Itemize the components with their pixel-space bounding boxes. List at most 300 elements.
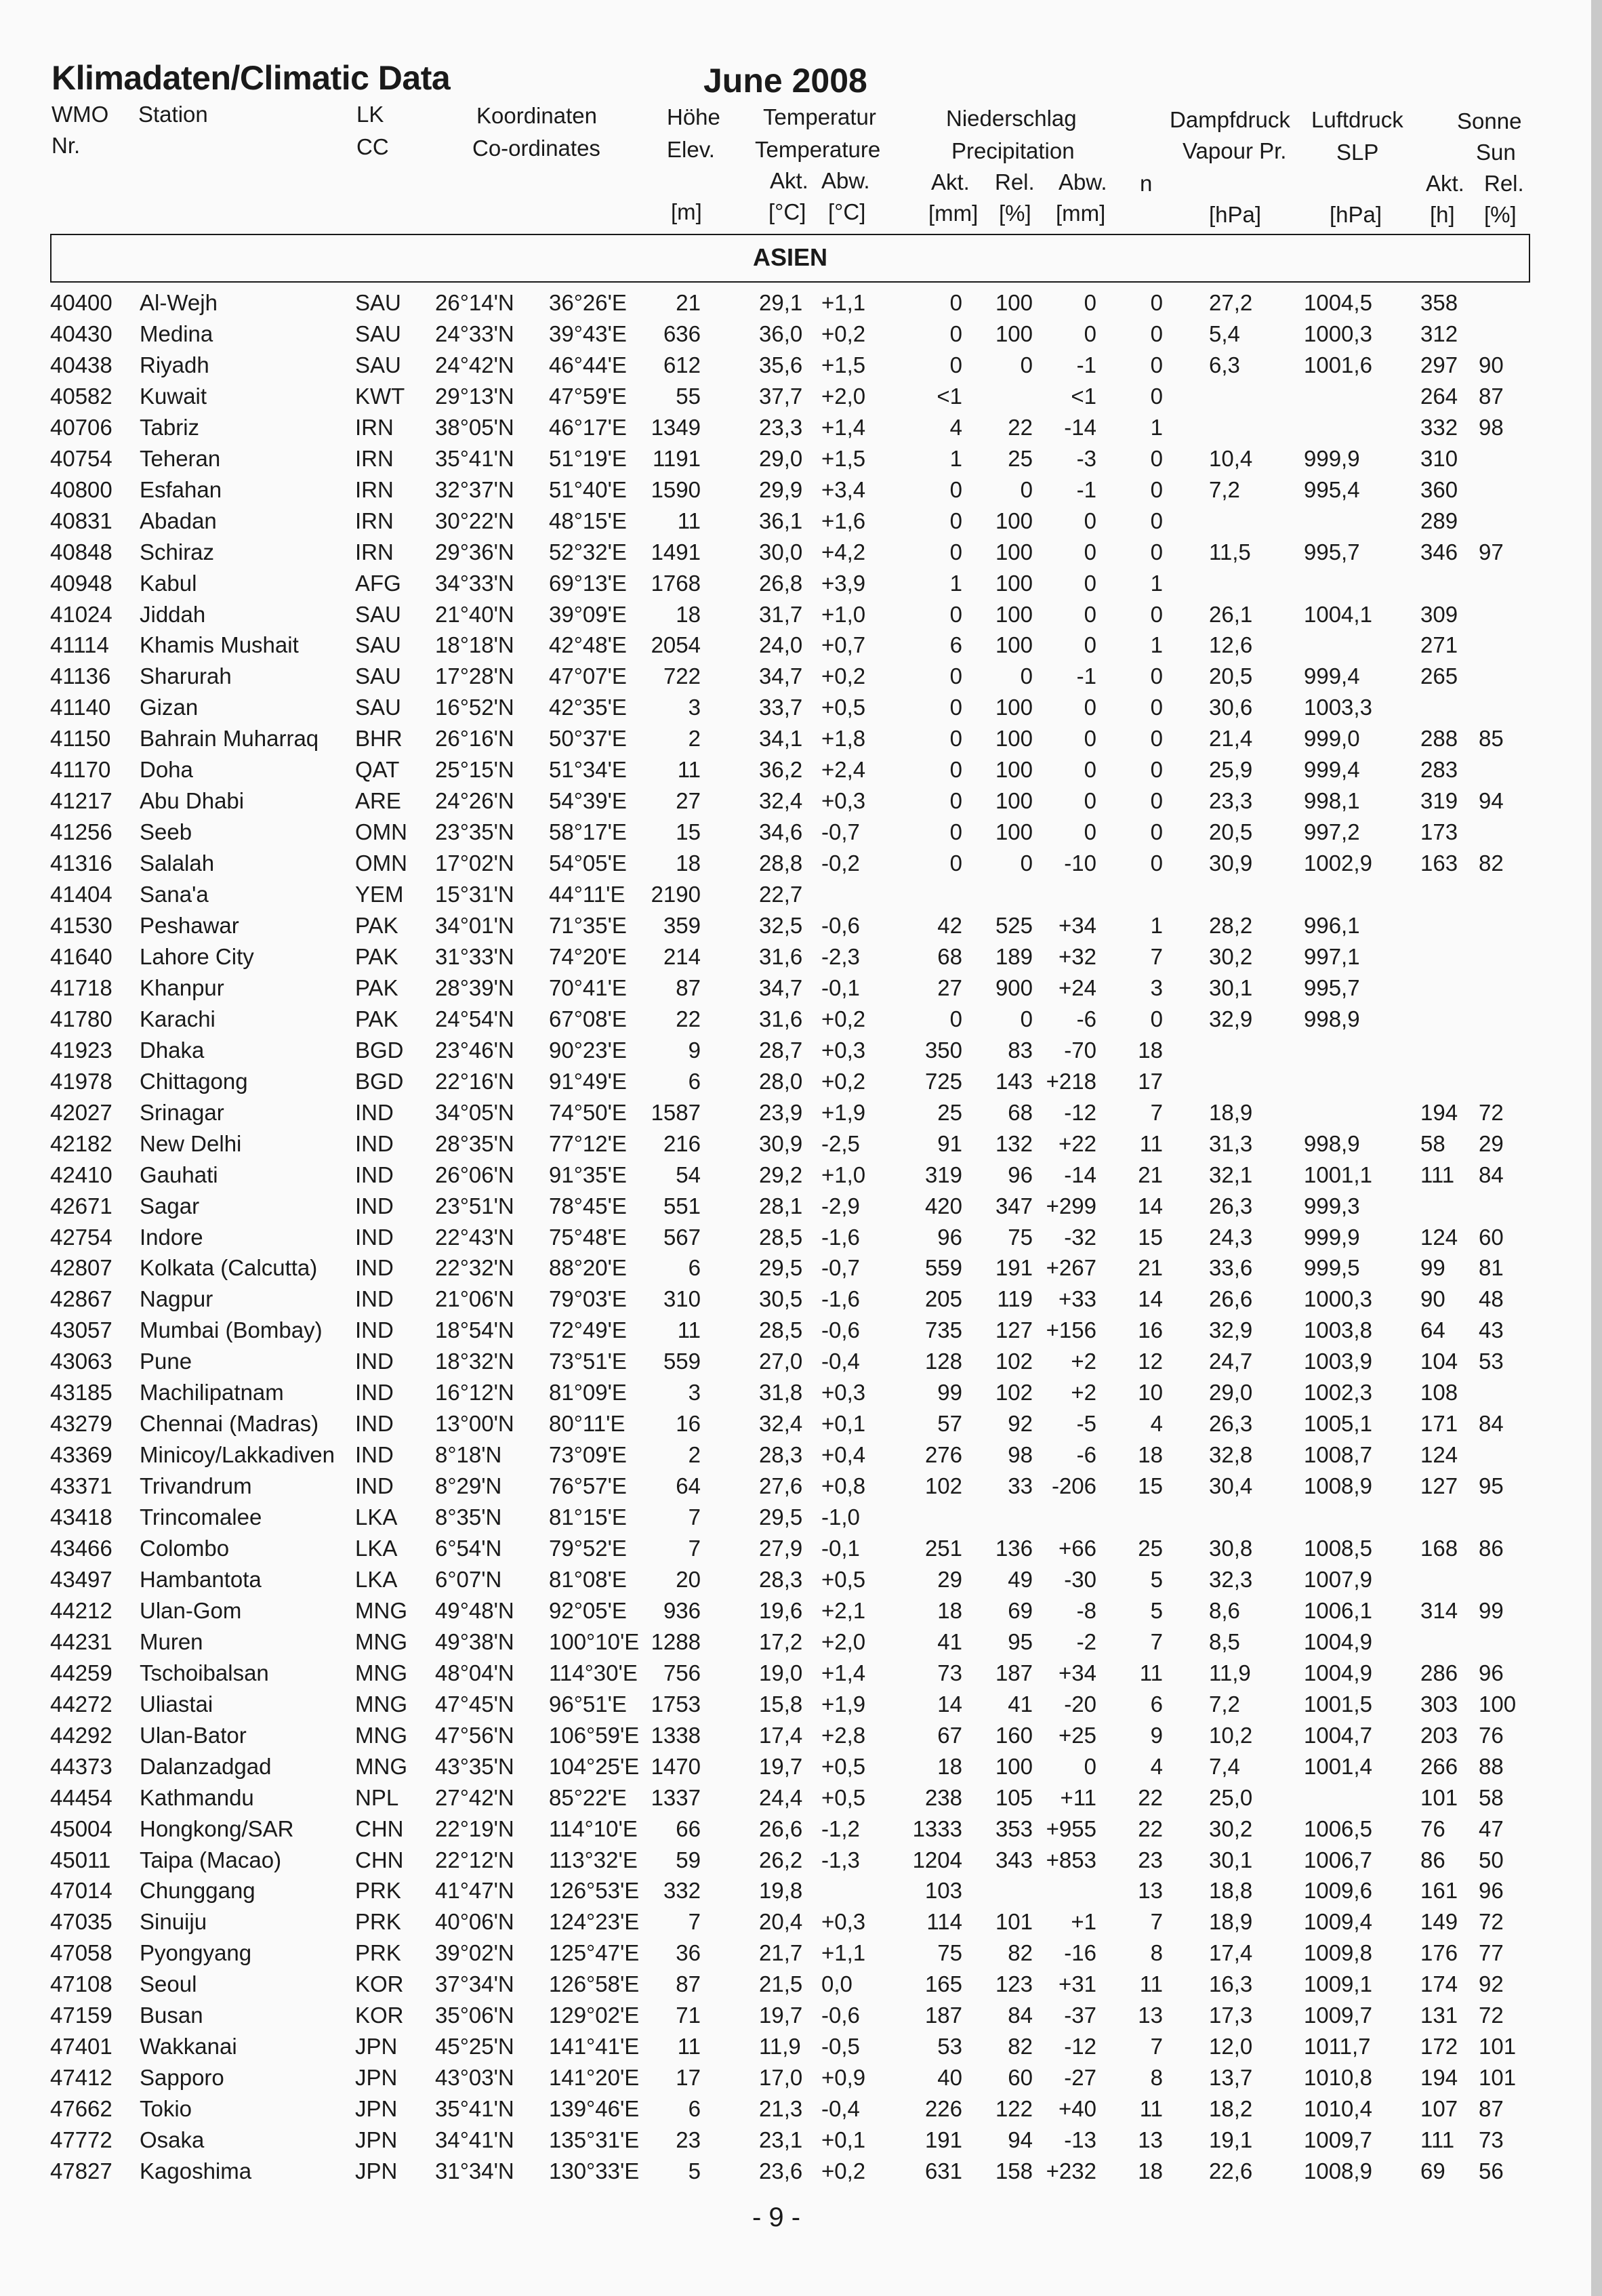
cell-wmo: 40582 — [50, 383, 112, 409]
cell-sun_rel: 47 — [1479, 1816, 1504, 1841]
cell-lat: 21°40'N — [435, 601, 514, 627]
cell-prec_dev: -16 — [1064, 1940, 1096, 1966]
cell-station: Pyongyang — [140, 1940, 252, 1966]
cell-sun_rel: 90 — [1479, 352, 1504, 377]
cell-slp: 1007,9 — [1304, 1566, 1372, 1592]
cell-sun_rel: 77 — [1479, 1940, 1504, 1966]
cell-prec: 14 — [937, 1691, 962, 1717]
cell-prec_rel: 105 — [995, 1784, 1033, 1810]
cell-lon: 46°44'E — [549, 352, 627, 377]
cell-prec_dev: -6 — [1076, 1442, 1096, 1468]
cell-station: Esfahan — [140, 476, 222, 502]
cell-lk: LKA — [355, 1536, 398, 1561]
cell-lon: 104°25'E — [549, 1753, 640, 1779]
cell-sun: 303 — [1420, 1691, 1458, 1717]
cell-sun: 289 — [1420, 508, 1458, 533]
cell-temp: 29,5 — [759, 1255, 803, 1281]
cell-slp: 1005,1 — [1304, 1411, 1372, 1437]
section-title: ASIEN — [752, 243, 828, 271]
cell-wmo: 41140 — [50, 695, 111, 720]
cell-elev: 7 — [688, 1504, 701, 1530]
cell-prec: 0 — [949, 819, 962, 845]
table-row — [0, 882, 1591, 913]
cell-prec: 6 — [949, 632, 962, 658]
col-temp-label: Temperatur — [763, 104, 876, 129]
cell-prec_rel: 127 — [995, 1317, 1033, 1343]
cell-elev: 936 — [663, 1597, 701, 1623]
document-month: June 2008 — [703, 62, 867, 100]
cell-temp: 28,3 — [759, 1566, 803, 1592]
cell-prec: 251 — [924, 1536, 962, 1561]
cell-elev: 756 — [663, 1660, 701, 1685]
cell-temp: 21,5 — [759, 1971, 803, 1997]
cell-station: Khanpur — [140, 975, 224, 1000]
table-row — [0, 2065, 1591, 2096]
col-vap-unit: [hPa] — [1209, 202, 1262, 227]
cell-rain_days: 0 — [1150, 663, 1163, 689]
cell-lon: 74°20'E — [549, 943, 627, 969]
section-header-box — [50, 234, 1530, 283]
cell-prec_dev: +25 — [1059, 1722, 1096, 1748]
cell-vap: 11,5 — [1209, 539, 1251, 565]
table-row — [0, 1286, 1591, 1317]
cell-prec_dev: +267 — [1046, 1255, 1096, 1281]
cell-temp: 19,7 — [759, 1753, 803, 1779]
cell-lk: SAU — [355, 321, 401, 346]
cell-elev: 55 — [676, 383, 701, 409]
cell-prec_rel: 0 — [1020, 476, 1033, 502]
cell-station: Trivandrum — [140, 1473, 252, 1499]
cell-temp_dev: +1,0 — [821, 1162, 866, 1187]
table-row — [0, 352, 1591, 384]
cell-slp: 1009,8 — [1304, 1940, 1372, 1966]
col-temp-akt: Akt. — [770, 168, 808, 193]
cell-sun_rel: 43 — [1479, 1317, 1504, 1343]
cell-sun_rel: 72 — [1479, 1909, 1504, 1935]
cell-temp: 37,7 — [759, 383, 803, 409]
cell-sun_rel: 100 — [1479, 1691, 1517, 1717]
cell-station: Gauhati — [140, 1162, 218, 1187]
cell-wmo: 47827 — [50, 2158, 112, 2184]
cell-station: Wakkanai — [140, 2034, 237, 2059]
cell-lk: IND — [355, 1193, 394, 1218]
cell-prec_rel: 0 — [1020, 663, 1033, 689]
cell-prec_dev: -5 — [1076, 1411, 1096, 1437]
cell-lon: 75°48'E — [549, 1224, 627, 1250]
table-row — [0, 1723, 1591, 1754]
cell-elev: 1768 — [651, 570, 701, 596]
cell-lk: IND — [355, 1099, 394, 1125]
cell-prec: 114 — [926, 1909, 962, 1935]
cell-elev: 7 — [688, 1909, 701, 1935]
cell-lon: 39°09'E — [549, 601, 627, 627]
cell-temp_dev: -0,5 — [821, 2034, 860, 2059]
cell-lat: 29°13'N — [435, 383, 514, 409]
cell-lon: 79°52'E — [549, 1536, 627, 1561]
cell-elev: 6 — [688, 1068, 701, 1094]
cell-lat: 38°05'N — [435, 414, 514, 440]
cell-sun: 332 — [1420, 414, 1458, 440]
cell-lon: 81°09'E — [549, 1380, 627, 1406]
cell-rain_days: 11 — [1139, 1130, 1163, 1156]
cell-lk: PAK — [355, 1006, 398, 1031]
cell-prec: 41 — [937, 1628, 962, 1654]
table-row — [0, 477, 1591, 508]
table-row — [0, 1847, 1591, 1879]
cell-prec_dev: <1 — [1071, 383, 1096, 409]
cell-lk: IRN — [355, 445, 394, 471]
cell-elev: 214 — [663, 943, 701, 969]
cell-wmo: 41640 — [50, 943, 112, 969]
cell-temp_dev: +0,1 — [821, 2127, 866, 2153]
cell-lk: ARE — [355, 788, 401, 814]
cell-rain_days: 0 — [1150, 726, 1163, 752]
cell-temp: 31,6 — [759, 1006, 803, 1031]
cell-lk: IND — [355, 1442, 394, 1468]
cell-prec_rel: 132 — [995, 1130, 1033, 1156]
cell-elev: 16 — [676, 1411, 701, 1437]
cell-lat: 16°52'N — [435, 695, 514, 720]
cell-slp: 995,7 — [1304, 975, 1360, 1000]
cell-wmo: 41316 — [50, 850, 112, 876]
cell-lon: 48°15'E — [549, 508, 627, 533]
cell-prec_dev: +218 — [1046, 1068, 1096, 1094]
cell-temp_dev: +1,0 — [821, 601, 866, 627]
cell-temp_dev: +2,0 — [821, 383, 866, 409]
cell-prec: 91 — [937, 1130, 962, 1156]
cell-lon: 51°34'E — [549, 757, 627, 783]
cell-wmo: 42671 — [50, 1193, 112, 1218]
cell-temp_dev: +0,5 — [821, 1566, 866, 1592]
col-hoehe-unit: [m] — [671, 199, 702, 224]
cell-elev: 3 — [688, 695, 701, 720]
cell-elev: 11 — [677, 508, 701, 533]
col-sun-label: Sonne — [1457, 108, 1522, 134]
cell-lat: 48°04'N — [435, 1660, 514, 1685]
cell-rain_days: 0 — [1150, 290, 1163, 315]
cell-lat: 34°33'N — [435, 570, 514, 596]
cell-station: Kuwait — [140, 383, 207, 409]
table-row — [0, 757, 1591, 788]
cell-temp: 31,6 — [759, 943, 803, 969]
cell-lat: 27°42'N — [435, 1784, 514, 1810]
cell-rain_days: 7 — [1150, 1909, 1163, 1935]
col-prec-unit-rel: [%] — [999, 201, 1031, 226]
cell-temp_dev: -0,6 — [821, 1317, 860, 1343]
cell-wmo: 43371 — [50, 1473, 112, 1499]
cell-vap: 22,6 — [1209, 2158, 1253, 2184]
cell-lat: 24°54'N — [435, 1006, 514, 1031]
cell-vap: 33,6 — [1209, 1255, 1253, 1281]
cell-vap: 30,1 — [1209, 1847, 1253, 1872]
cell-prec_dev: +2 — [1071, 1380, 1096, 1406]
cell-rain_days: 1 — [1150, 913, 1163, 938]
cell-temp_dev: +0,5 — [821, 1753, 866, 1779]
cell-lon: 114°30'E — [549, 1660, 638, 1685]
cell-temp_dev: -0,1 — [821, 1536, 860, 1561]
cell-prec_rel: 82 — [1008, 2034, 1033, 2059]
cell-vap: 16,3 — [1209, 1971, 1253, 1997]
cell-wmo: 42754 — [50, 1224, 112, 1250]
col-vap-sub: Vapour Pr. — [1183, 138, 1287, 163]
cell-lk: IRN — [355, 476, 394, 502]
cell-wmo: 43418 — [50, 1504, 112, 1530]
cell-temp: 31,8 — [759, 1380, 803, 1406]
cell-wmo: 43057 — [50, 1317, 112, 1343]
cell-lk: OMN — [355, 850, 407, 876]
page-edge — [1591, 0, 1602, 2296]
table-row — [0, 1100, 1591, 1131]
cell-slp: 1002,3 — [1304, 1380, 1372, 1406]
cell-elev: 567 — [663, 1224, 701, 1250]
cell-temp: 30,9 — [759, 1130, 803, 1156]
cell-lon: 78°45'E — [549, 1193, 627, 1218]
cell-wmo: 41404 — [50, 882, 112, 907]
cell-lat: 34°01'N — [435, 913, 514, 938]
cell-prec: 0 — [949, 757, 962, 783]
cell-prec: 0 — [949, 476, 962, 502]
cell-lat: 25°15'N — [435, 757, 514, 783]
cell-vap: 26,1 — [1209, 601, 1253, 627]
cell-temp: 26,6 — [759, 1816, 803, 1841]
cell-lk: JPN — [355, 2034, 398, 2059]
cell-slp: 1009,4 — [1304, 1909, 1372, 1935]
col-prec-label: Niederschlag — [946, 106, 1077, 131]
cell-sun_rel: 98 — [1479, 414, 1504, 440]
cell-temp_dev: -0,6 — [821, 2003, 860, 2028]
cell-elev: 5 — [688, 2158, 701, 2184]
cell-wmo: 41256 — [50, 819, 112, 845]
cell-prec_rel: 25 — [1008, 445, 1033, 471]
table-row — [0, 944, 1591, 975]
cell-rain_days: 3 — [1150, 975, 1163, 1000]
cell-temp: 28,3 — [759, 1442, 803, 1468]
cell-wmo: 41114 — [50, 632, 109, 658]
cell-temp_dev: +0,7 — [821, 632, 866, 658]
cell-station: Ulan-Gom — [140, 1597, 242, 1623]
cell-sun_rel: 29 — [1479, 1130, 1504, 1156]
cell-lat: 43°03'N — [435, 2065, 514, 2091]
cell-prec_dev: +1 — [1071, 1909, 1096, 1935]
cell-vap: 18,2 — [1209, 2096, 1253, 2122]
cell-elev: 64 — [676, 1473, 701, 1499]
cell-prec: 0 — [949, 726, 962, 752]
cell-sun: 101 — [1420, 1784, 1458, 1810]
cell-lk: IND — [355, 1255, 394, 1281]
cell-wmo: 40848 — [50, 539, 112, 565]
cell-lat: 26°06'N — [435, 1162, 514, 1187]
cell-lk: LKA — [355, 1566, 398, 1592]
cell-slp: 995,7 — [1304, 539, 1360, 565]
cell-rain_days: 6 — [1150, 1691, 1163, 1717]
cell-slp: 998,1 — [1304, 788, 1360, 814]
cell-temp: 35,6 — [759, 352, 803, 377]
table-row — [0, 850, 1591, 882]
cell-lat: 37°34'N — [435, 1971, 514, 1997]
cell-vap: 26,3 — [1209, 1193, 1253, 1218]
cell-prec_rel: 525 — [995, 913, 1033, 938]
cell-lat: 30°22'N — [435, 508, 514, 533]
cell-lon: 135°31'E — [549, 2127, 640, 2153]
cell-prec_dev: 0 — [1084, 819, 1096, 845]
cell-lat: 49°38'N — [435, 1628, 514, 1654]
cell-prec_dev: -12 — [1064, 2034, 1096, 2059]
cell-station: Tabriz — [140, 414, 200, 440]
cell-prec: 27 — [937, 975, 962, 1000]
cell-lat: 22°32'N — [435, 1255, 514, 1281]
cell-sun: 149 — [1420, 1909, 1458, 1935]
cell-prec_rel: 100 — [995, 290, 1033, 315]
cell-sun: 358 — [1420, 290, 1458, 315]
col-prec-rel: Rel. — [995, 169, 1035, 194]
cell-sun_rel: 86 — [1479, 1536, 1504, 1561]
cell-prec: 226 — [924, 2096, 962, 2122]
table-row — [0, 321, 1591, 352]
cell-wmo: 47159 — [50, 2003, 112, 2028]
cell-lat: 45°25'N — [435, 2034, 514, 2059]
cell-rain_days: 9 — [1150, 1722, 1163, 1748]
cell-sun: 111 — [1420, 1162, 1455, 1187]
cell-elev: 1753 — [651, 1691, 701, 1717]
cell-sun: 297 — [1420, 352, 1458, 377]
cell-rain_days: 23 — [1138, 1847, 1163, 1872]
cell-station: Medina — [140, 321, 213, 346]
cell-station: Sapporo — [140, 2065, 224, 2091]
cell-lat: 47°56'N — [435, 1722, 514, 1748]
cell-prec_dev: -10 — [1064, 850, 1096, 876]
cell-lat: 16°12'N — [435, 1380, 514, 1406]
cell-slp: 1006,7 — [1304, 1847, 1372, 1872]
cell-lk: IND — [355, 1286, 394, 1312]
cell-temp_dev: -0,1 — [821, 975, 860, 1000]
table-row — [0, 2034, 1591, 2065]
cell-wmo: 47662 — [50, 2096, 112, 2122]
cell-sun_rel: 84 — [1479, 1411, 1504, 1437]
cell-lat: 17°02'N — [435, 850, 514, 876]
cell-wmo: 40754 — [50, 445, 112, 471]
cell-temp: 23,3 — [759, 414, 803, 440]
cell-wmo: 41978 — [50, 1068, 112, 1094]
cell-slp: 999,3 — [1304, 1193, 1360, 1218]
cell-rain_days: 22 — [1138, 1816, 1163, 1841]
cell-rain_days: 4 — [1150, 1753, 1163, 1779]
cell-temp: 33,7 — [759, 695, 803, 720]
cell-elev: 1191 — [653, 445, 701, 471]
cell-sun: 286 — [1420, 1660, 1458, 1685]
cell-prec_rel: 0 — [1020, 1006, 1033, 1031]
cell-temp: 29,0 — [759, 445, 803, 471]
cell-lat: 22°43'N — [435, 1224, 514, 1250]
cell-sun: 58 — [1420, 1130, 1445, 1156]
cell-lat: 39°02'N — [435, 1940, 514, 1966]
table-row — [0, 2158, 1591, 2190]
cell-vap: 19,1 — [1209, 2127, 1253, 2153]
cell-sun: 288 — [1420, 726, 1458, 752]
cell-lk: KOR — [355, 2003, 404, 2028]
cell-elev: 1590 — [651, 476, 701, 502]
cell-elev: 20 — [676, 1566, 701, 1592]
col-prec-sub: Precipitation — [951, 138, 1075, 163]
cell-lat: 8°35'N — [435, 1504, 502, 1530]
cell-station: Muren — [140, 1628, 203, 1654]
cell-temp_dev: +2,4 — [821, 757, 866, 783]
cell-lat: 35°41'N — [435, 445, 514, 471]
cell-temp_dev: +0,9 — [821, 2065, 866, 2091]
cell-lon: 141°20'E — [549, 2065, 640, 2091]
cell-vap: 32,3 — [1209, 1566, 1253, 1592]
cell-temp_dev: -1,3 — [821, 1847, 860, 1872]
cell-slp: 998,9 — [1304, 1130, 1360, 1156]
cell-slp: 1001,5 — [1304, 1691, 1372, 1717]
cell-rain_days: 21 — [1138, 1255, 1163, 1281]
cell-lk: IRN — [355, 414, 394, 440]
cell-sun_rel: 60 — [1479, 1224, 1504, 1250]
cell-lon: 51°19'E — [549, 445, 627, 471]
cell-sun: 131 — [1420, 2003, 1458, 2028]
cell-vap: 26,6 — [1209, 1286, 1253, 1312]
cell-station: Colombo — [140, 1536, 230, 1561]
cell-temp: 28,5 — [759, 1317, 803, 1343]
cell-temp_dev: +3,4 — [821, 476, 866, 502]
cell-slp: 1008,9 — [1304, 1473, 1372, 1499]
cell-lk: YEM — [355, 882, 404, 907]
cell-sun_rel: 87 — [1479, 2096, 1504, 2122]
cell-prec: 40 — [937, 2065, 962, 2091]
col-temp-unit-akt: [°C] — [768, 199, 806, 224]
cell-temp: 28,1 — [759, 1193, 803, 1218]
table-row — [0, 788, 1591, 819]
cell-elev: 66 — [676, 1816, 701, 1841]
col-temp-abw: Abw. — [821, 168, 870, 193]
cell-sun: 271 — [1420, 632, 1458, 658]
cell-temp_dev: -0,4 — [821, 2096, 860, 2122]
cell-lk: JPN — [355, 2127, 398, 2153]
cell-temp: 19,7 — [759, 2003, 803, 2028]
cell-wmo: 47401 — [50, 2034, 112, 2059]
cell-temp: 29,9 — [759, 476, 803, 502]
cell-elev: 9 — [688, 1037, 701, 1063]
cell-lat: 47°45'N — [435, 1691, 514, 1717]
cell-wmo: 41780 — [50, 1006, 112, 1031]
cell-lon: 54°05'E — [549, 850, 627, 876]
cell-rain_days: 8 — [1150, 1940, 1163, 1966]
cell-prec_rel: 92 — [1008, 1411, 1033, 1437]
cell-slp: 1001,4 — [1304, 1753, 1372, 1779]
cell-prec_dev: +955 — [1046, 1816, 1096, 1841]
cell-rain_days: 5 — [1150, 1566, 1163, 1592]
cell-rain_days: 11 — [1139, 1660, 1163, 1685]
cell-lon: 113°32'E — [549, 1847, 638, 1872]
cell-lk: IND — [355, 1224, 394, 1250]
table-row — [0, 1940, 1591, 1971]
cell-prec: 73 — [937, 1660, 962, 1685]
cell-prec: 0 — [949, 508, 962, 533]
cell-lk: KOR — [355, 1971, 404, 1997]
cell-wmo: 40400 — [50, 290, 112, 315]
cell-lk: MNG — [355, 1722, 407, 1748]
cell-elev: 6 — [688, 2096, 701, 2122]
cell-lat: 29°36'N — [435, 539, 514, 565]
cell-elev: 2190 — [651, 882, 701, 907]
cell-wmo: 47412 — [50, 2065, 112, 2091]
cell-temp: 30,0 — [759, 539, 803, 565]
col-slp-unit: [hPa] — [1330, 202, 1382, 227]
cell-rain_days: 1 — [1150, 414, 1163, 440]
cell-temp_dev: +0,2 — [821, 663, 866, 689]
col-sun-sub: Sun — [1476, 140, 1516, 165]
cell-temp: 20,4 — [759, 1909, 803, 1935]
cell-station: Abadan — [140, 508, 217, 533]
